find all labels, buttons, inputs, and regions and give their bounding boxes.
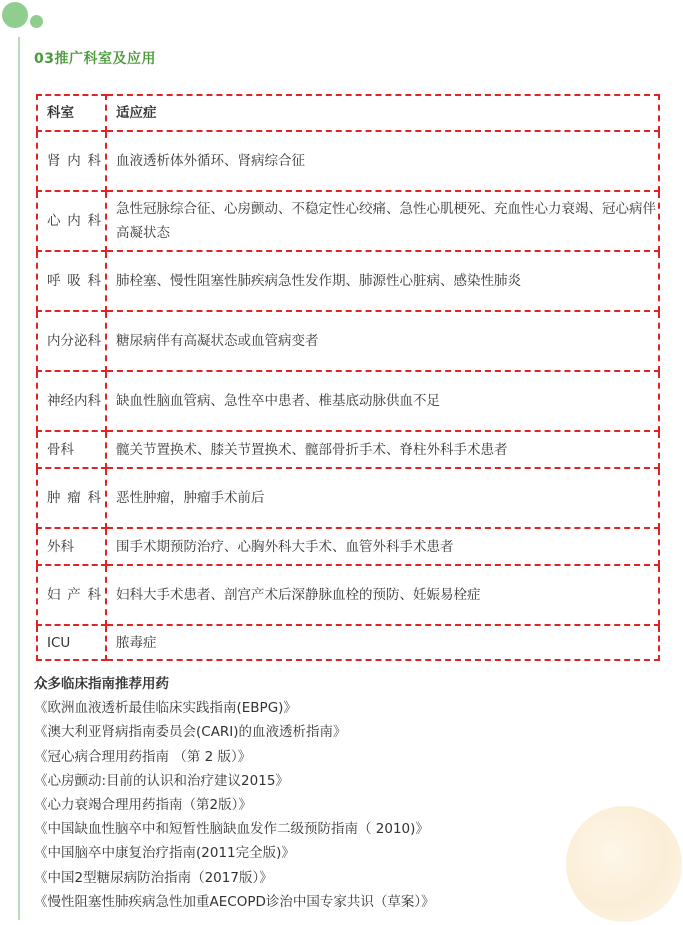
guideline-item: 《心房颤动:目前的认识和治疗建议2015》 bbox=[34, 772, 289, 789]
section-title: 03推广科室及应用 bbox=[34, 51, 156, 67]
guideline-item: 《中国脑卒中康复治疗指南(2011完全版)》 bbox=[34, 845, 295, 862]
dept-cell: 外科 bbox=[37, 528, 106, 565]
dept-cell: 肿瘤科 bbox=[37, 468, 106, 528]
indication-cell: 糖尿病伴有高凝状态或血管病变者 bbox=[106, 311, 659, 371]
dept-cell: 心内科 bbox=[37, 191, 106, 251]
indication-cell: 血液透析体外循环、肾病综合征 bbox=[106, 131, 659, 191]
indication-cell: 急性冠脉综合征、心房颤动、不稳定性心绞痛、急性心肌梗死、充血性心力衰竭、冠心病伴高凝状态 bbox=[106, 191, 659, 251]
guideline-item: 《中国缺血性脑卒中和短暂性脑缺血发作二级预防指南（ 2010)》 bbox=[34, 821, 429, 838]
table-header-row bbox=[37, 95, 659, 131]
decorative-circle bbox=[566, 806, 682, 922]
table-row bbox=[37, 565, 659, 625]
indication-cell: 缺血性脑血管病、急性卒中患者、椎基底动脉供血不足 bbox=[106, 371, 659, 431]
guideline-item: 《欧洲血液透析最佳临床实践指南(EBPG)》 bbox=[34, 700, 297, 717]
dept-cell: 肾内科 bbox=[37, 131, 106, 191]
indication-cell: 肺栓塞、慢性阻塞性肺疾病急性发作期、肺源性心脏病、感染性肺炎 bbox=[106, 251, 659, 311]
indication-cell: 妇科大手术患者、剖宫产术后深静脉血栓的预防、妊娠易栓症 bbox=[106, 565, 659, 625]
guideline-item: 《中国2型糖尿病防治指南（2017版）》 bbox=[34, 869, 273, 886]
indication-cell: 髋关节置换术、膝关节置换术、髋部骨折手术、脊柱外科手术患者 bbox=[106, 431, 659, 468]
table-row bbox=[37, 528, 659, 565]
indication-table bbox=[36, 94, 660, 661]
table-row bbox=[37, 311, 659, 371]
dept-cell: ICU bbox=[37, 625, 106, 660]
guideline-item: 《心力衰竭合理用药指南（第2版）》 bbox=[34, 797, 252, 814]
header-indication: 适应症 bbox=[106, 95, 659, 131]
guideline-item: 《冠心病合理用药指南 （第 2 版）》 bbox=[34, 748, 252, 765]
guideline-item: 《慢性阻塞性肺疾病急性加重AECOPD诊治中国专家共识（草案）》 bbox=[34, 893, 435, 910]
dept-cell: 内分泌科 bbox=[37, 311, 106, 371]
dept-cell: 呼吸科 bbox=[37, 251, 106, 311]
indication-cell: 恶性肿瘤，肿瘤手术前后 bbox=[106, 468, 659, 528]
dept-cell: 妇产科 bbox=[37, 565, 106, 625]
guidelines-section bbox=[34, 672, 435, 914]
table-row bbox=[37, 625, 659, 660]
guidelines-title: 众多临床指南推荐用药 bbox=[34, 676, 169, 692]
table-row bbox=[37, 131, 659, 191]
decorative-dot-small bbox=[30, 15, 43, 28]
table-row bbox=[37, 431, 659, 468]
table-row bbox=[37, 251, 659, 311]
decorative-vertical-line bbox=[18, 37, 20, 920]
dept-cell: 神经内科 bbox=[37, 371, 106, 431]
table-row bbox=[37, 371, 659, 431]
indication-cell: 脓毒症 bbox=[106, 625, 659, 660]
dept-cell: 骨科 bbox=[37, 431, 106, 468]
table-row bbox=[37, 468, 659, 528]
decorative-dot-large bbox=[2, 2, 28, 28]
indication-cell: 围手术期预防治疗、心胸外科大手术、血管外科手术患者 bbox=[106, 528, 659, 565]
header-dept: 科室 bbox=[37, 95, 106, 131]
table-row bbox=[37, 191, 659, 251]
guideline-item: 《澳大利亚肾病指南委员会(CARI)的血液透析指南》 bbox=[34, 724, 347, 741]
